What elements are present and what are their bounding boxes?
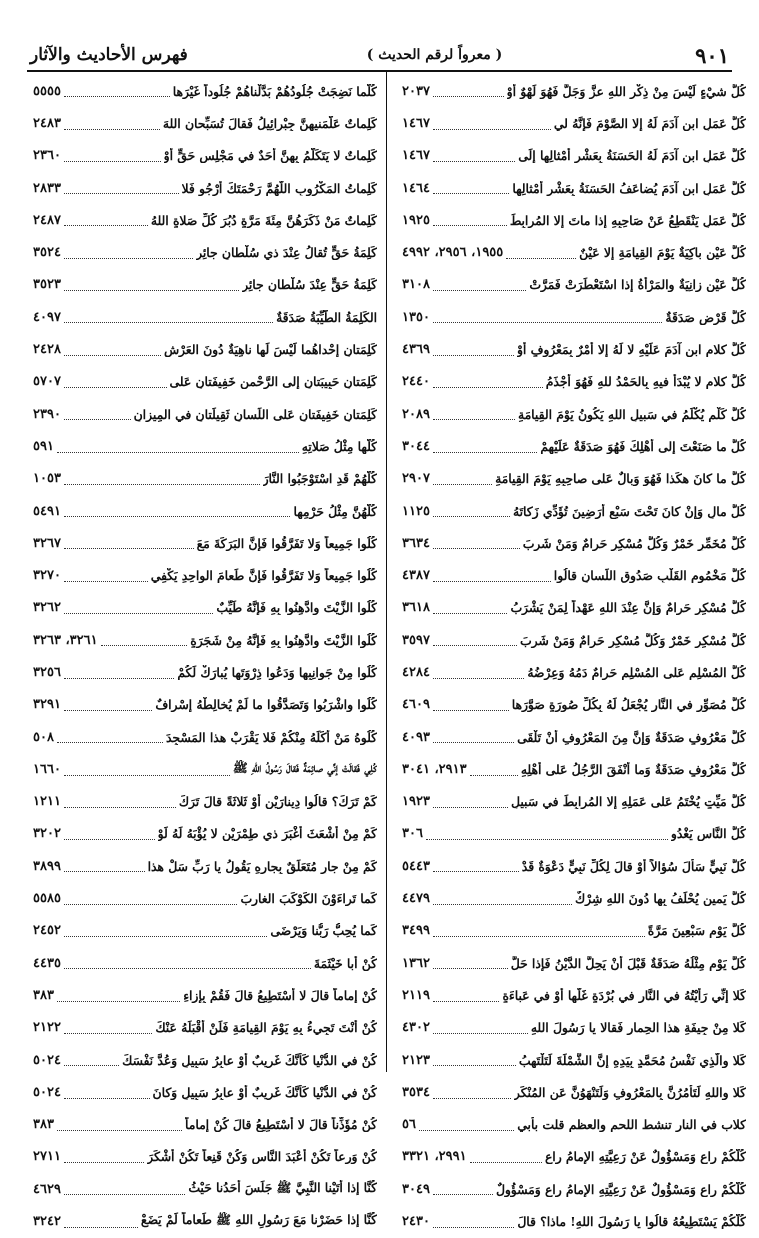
index-entry — [33, 1205, 377, 1237]
leader-dots — [57, 1129, 182, 1131]
hadith-incipit: كُلُّ يَمينٍ يُحْلَفُ بِها دُونَ اللهِ شِرْكٌ — [575, 891, 746, 907]
hadith-number: ٤٤٧٩ — [402, 891, 430, 907]
index-entry — [402, 236, 746, 268]
leader-dots — [433, 1000, 500, 1002]
index-entry — [402, 269, 746, 301]
hadith-incipit: كُلُّكُمْ يَسْتَطِيعُهُ قالُوا يا رَسُولَ اللهِ! ماذا؟ قالَ — [517, 1214, 746, 1230]
hadith-number: ٣٦١٨ — [402, 600, 430, 616]
index-entry — [402, 107, 746, 139]
hadith-number: ١١٢٥ — [402, 503, 430, 519]
hadith-incipit: كُلُّ عَيْنٍ زانِيَةٌ والمَرْأَةُ إذا اسْتَعْطَرَتْ فَمَرَّتْ — [529, 277, 746, 293]
leader-dots — [64, 547, 194, 549]
leader-dots — [433, 903, 572, 905]
leader-dots — [64, 870, 145, 872]
leader-dots — [433, 192, 509, 194]
index-entry — [402, 1044, 746, 1076]
leader-dots — [64, 806, 176, 808]
hadith-number: ٤٠٩٣ — [402, 729, 430, 745]
index-entry — [402, 915, 746, 947]
leader-dots — [433, 483, 492, 485]
index-entry — [402, 1205, 746, 1237]
hadith-incipit: كُلُّ مَعْرُوفٍ صَدَقَةٌ وَإنَّ مِنَ المَعْرُوفِ أنْ تَلْقَى — [517, 729, 746, 745]
leader-dots — [57, 741, 163, 743]
hadith-number: ١٤٦٤ — [402, 180, 430, 196]
hadith-number: ٣٨٣ — [33, 1117, 54, 1133]
hadith-number: ٣٢٠٢ — [33, 826, 61, 842]
leader-dots — [64, 677, 174, 679]
hadith-number: ٣١٠٨ — [402, 277, 430, 293]
hadith-number: ٣٨٩٩ — [33, 858, 61, 874]
leader-dots — [64, 95, 170, 97]
hadith-number: ٢٤٣٠ — [402, 1214, 430, 1230]
hadith-number: ١٠٥٣ — [33, 471, 61, 487]
hadith-number: ٢٤٤٠ — [402, 374, 430, 390]
hadith-number: ٣٢٧٠ — [33, 568, 61, 584]
hadith-incipit: كَلا والَّذِي نَفْسُ مُحَمَّدٍ بِيَدِهِ إنَّ الشَّمْلَةَ لَتَلْتَهِبُ — [518, 1052, 746, 1068]
hadith-incipit: كُلَّ يَوْمٍ مِثْلُهُ صَدَقَةٌ قَبْلَ أنْ يَحِلَّ الدَّيْنُ فَإذا حَلَّ — [510, 955, 746, 971]
index-entry — [33, 398, 377, 430]
hadith-incipit: كُلُّكُمْ راعٍ وَمَسْؤُولٌ عَنْ رَعِيَّتِهِ الإمامُ راعٍ وَمَسْؤُولٌ — [495, 1181, 746, 1197]
hadith-incipit: كَلِمَتانِ حَبِيبَتانِ إلى الرَّحْمنِ خَفِيفَتانِ عَلى — [169, 374, 377, 390]
hadith-incipit: كُلُّ مَعْرُوفٍ صَدَقَةٌ وَما أنْفَقَ الرَّجُلُ عَلى أهْلِهِ — [520, 761, 746, 777]
index-entry — [33, 495, 377, 527]
leader-dots — [433, 1193, 493, 1195]
leader-dots — [64, 709, 152, 711]
index-entry — [33, 753, 377, 785]
leader-dots — [64, 354, 161, 356]
index-entry — [402, 463, 746, 495]
hadith-number: ٤٣٦٩ — [402, 342, 430, 358]
leader-dots — [433, 289, 526, 291]
index-entry — [33, 1141, 377, 1173]
leader-dots — [57, 451, 299, 453]
index-entry — [402, 1141, 746, 1173]
hadith-number: ٣٢٩١ — [33, 697, 61, 713]
index-entry — [402, 559, 746, 591]
hadith-incipit: كُلُوا جَمِيعاً وَلا تَفَرَّقُوا فَإنَّ البَرَكَةَ مَعَ — [196, 535, 377, 551]
hadith-incipit: كُلُّ مالٍ وَإنْ كانَ تَحْتَ سَبْعِ أرَضِينَ تُؤَدِّي زَكاتَهُ — [513, 503, 746, 519]
hadith-incipit: كَلا مِنْ جِيفَةِ هذا الحِمارِ فَقالا يا رَسُولَ اللهِ — [530, 1020, 746, 1036]
index-entry — [402, 689, 746, 721]
index-entry — [33, 721, 377, 753]
index-entry — [33, 107, 377, 139]
leader-dots — [433, 515, 510, 517]
index-entry — [33, 786, 377, 818]
hadith-number: ١٤٦٧ — [402, 115, 430, 131]
hadith-number: ٢١١٩ — [402, 987, 430, 1003]
hadith-incipit: كُلَّ يَوْمٍ سَبْعِينَ مَرَّةً — [647, 923, 746, 939]
hadith-incipit: كَلِماتٌ عَلَّمَنيهِنَّ جِبْرائِيلُ فَقالَ تُسَبِّحانِ اللهَ — [162, 115, 377, 131]
hadith-incipit: كُلُّ عَمَلِ ابنِ آدَمَ لَهُ الحَسَنَةُ بِعَشْرِ أمْثالِها إلَى — [518, 148, 746, 164]
leader-dots — [426, 838, 668, 840]
hadith-incipit: كُلُّ عَيْنٍ باكِيَةٌ يَوْمَ القِيامَةِ إلا عَيْنٌ — [579, 245, 746, 261]
index-entry — [33, 882, 377, 914]
hadith-incipit: كُلِي فَقالَتْ إنِّي صائِمَةٌ فَقالَ رَسُولُ اللهِ ﷺ — [232, 759, 377, 775]
index-entry — [33, 915, 377, 947]
index-entry — [33, 818, 377, 850]
hadith-incipit: كُلُّ كلامٍ لا يُبْدَأُ فيهِ بِالحَمْدُ للهِ فَهُوَ أجْذَمُ — [545, 374, 746, 390]
leader-dots — [64, 1032, 152, 1034]
hadith-number: ٢٩١٣، ٣٠٤١ — [402, 761, 467, 777]
index-entry — [33, 140, 377, 172]
hadith-incipit: كُنَّا إذا أتَيْنا النَّبِيَّ ﷺ جَلَسَ أحَدُنا حَيْثُ — [188, 1179, 377, 1195]
hadith-number: ٥٤٩١ — [33, 503, 61, 519]
hadith-incipit: كُلُّهُنَّ مِثْلُ حَرْمِها — [293, 503, 377, 519]
leader-dots — [64, 224, 148, 226]
leader-dots — [433, 967, 508, 969]
hadith-number: ٥٧٠٧ — [33, 374, 61, 390]
hadith-incipit: كُلُّ مُخَمِّرٍ خَمْرٌ وَكُلُّ مُسْكِرٍ حَرامٌ وَمَنْ شَرِبَ — [522, 535, 746, 551]
leader-dots — [433, 160, 515, 162]
leader-dots — [433, 612, 508, 614]
index-entry — [402, 1076, 746, 1108]
hadith-number: ٢٤٨٧ — [33, 212, 61, 228]
hadith-incipit: كُلُوا الزَّيْتَ وادَّهِنُوا بِهِ فَإنَّهُ طَيِّبٌ — [216, 600, 377, 616]
leader-dots — [64, 1064, 119, 1066]
hadith-number: ٣٢٦١، ٣٢٦٣ — [33, 632, 98, 648]
hadith-incipit: كُلُوهُ مَنْ أكَلَهُ مِنْكُمْ فَلا يَقْرَبْ هذا المَسْجِدَ — [165, 729, 377, 745]
index-entry — [33, 979, 377, 1011]
hadith-number: ٢٣٦٠ — [33, 148, 61, 164]
hadith-incipit: كلاب في النار تنشط اللحم والعظم قلت بأبي — [517, 1117, 746, 1133]
leader-dots — [506, 257, 576, 259]
leader-dots — [433, 95, 504, 97]
leader-dots — [57, 1000, 180, 1002]
index-entry — [33, 366, 377, 398]
index-entry — [402, 1012, 746, 1044]
index-entry — [402, 495, 746, 527]
index-entry — [33, 1109, 377, 1141]
leader-dots — [470, 774, 518, 776]
leader-dots — [433, 1032, 528, 1034]
index-entry — [402, 301, 746, 333]
hadith-number: ٢١٢٢ — [33, 1020, 61, 1036]
leader-dots — [64, 935, 267, 937]
hadith-incipit: كُنْ في الدُّنْيا كَأنَّكَ غَرِيبٌ أوْ عابِرُ سَبِيلٍ وَعُدَّ نَفْسَكَ — [122, 1052, 377, 1068]
leader-dots — [433, 224, 507, 226]
leader-dots — [64, 257, 193, 259]
hadith-number: ١٣٥٠ — [402, 309, 430, 325]
hadith-number: ٢٠٣٧ — [402, 83, 430, 99]
index-entry — [402, 527, 746, 559]
hadith-incipit: كَلا إنِّي رَأَيْتُهُ في النَّارِ في بُرْدَةٍ غَلَّها أوْ في عَباءَةٍ — [502, 987, 746, 1003]
hadith-number: ٢٩٩١، ٣٣٢١ — [402, 1149, 467, 1165]
hadith-number: ٢١٢٣ — [402, 1052, 430, 1068]
leader-dots — [433, 386, 543, 388]
hadith-number: ٤٠٩٧ — [33, 309, 61, 325]
index-entry — [402, 1109, 746, 1141]
hadith-incipit: كُلُوا جَمِيعاً وَلا تَفَرَّقُوا فَإنَّ طَعامَ الواحِدِ يَكْفِي — [150, 568, 377, 584]
leader-dots — [433, 709, 509, 711]
hadith-number: ٢٣٩٠ — [33, 406, 61, 422]
hadith-incipit: كَلِمَةُ حَقٍّ عِنْدَ سُلْطانٍ جائِرٍ — [242, 277, 377, 293]
index-entry — [33, 850, 377, 882]
hadith-incipit: كُلُوا الزَّيْتَ وادَّهِنُوا بِهِ فَإنَّهُ مِنْ شَجَرَةٍ — [190, 632, 377, 648]
hadith-number: ٤٢٨٤ — [402, 664, 430, 680]
hadith-number: ٢٧١١ — [33, 1149, 61, 1165]
leader-dots — [419, 1129, 514, 1131]
hadith-number: ٣٠٦ — [402, 826, 423, 842]
index-entry — [33, 236, 377, 268]
leader-dots — [64, 967, 311, 969]
right-column — [402, 75, 746, 1238]
leader-dots — [64, 128, 160, 130]
hadith-number: ١٩٢٣ — [402, 794, 430, 810]
hadith-incipit: كُنْ أنْتَ تَجِيءُ بِهِ يَوْمَ القِيامَةِ فَلَنْ أقْبَلَهُ عَنْكَ — [155, 1020, 377, 1036]
hadith-number: ٤٤٣٥ — [33, 955, 61, 971]
leader-dots — [433, 1226, 514, 1228]
hadith-incipit: كَما تَراءَوْنَ الكَوْكَبَ الغارِبَ — [240, 891, 377, 907]
hadith-number: ٣٥٢٣ — [33, 277, 61, 293]
leader-dots — [64, 1226, 138, 1228]
hadith-incipit: كُنْ أبا خَيْثَمَةَ — [313, 955, 377, 971]
hadith-incipit: كَما يُحِبُّ رَبُّنا وَيَرْضَى — [270, 923, 377, 939]
hadith-incipit: كَلِماتُ المَكْرُوبِ اللَّهُمَّ رَحْمَتَكَ أرْجُو فَلا — [181, 180, 377, 196]
hadith-incipit: كُلُّ كَلْمٍ يُكْلَمُ في سَبيلِ اللهِ يَكُونُ يَوْمَ القِيامَةِ — [518, 406, 746, 422]
hadith-number: ٣٠٤٤ — [402, 438, 430, 454]
index-entry — [402, 786, 746, 818]
hadith-incipit: كُلُّ مُصَوِّرٍ في النَّارِ يُجْعَلُ لَهُ بِكُلِّ صُورَةٍ صَوَّرَها — [511, 697, 746, 713]
leader-dots — [64, 903, 238, 905]
hadith-incipit: كَمْ مِنْ جارٍ مُتَعَلِّقٌ بِجارِهِ يَقُولُ يا رَبِّ سَلْ هذا — [147, 858, 377, 874]
leader-dots — [433, 935, 645, 937]
hadith-incipit: كُلُّ شيْءٍ لَيْسَ مِنْ ذِكْرِ اللهِ عزَّ وَجَلَّ فَهُوَ لَهْوٌ أوْ — [506, 83, 746, 99]
page-title: فهرس الأحاديث والآثار — [30, 45, 188, 65]
hadith-number: ٤٦٢٩ — [33, 1181, 61, 1197]
leader-dots — [433, 547, 520, 549]
hadith-incipit: كُلُوا واشْرَبُوا وَتَصَدَّقُوا ما لَمْ يُخالِطْهُ إسْرافٌ — [155, 697, 377, 713]
hadith-number: ١٣٦٢ — [402, 955, 430, 971]
leader-dots — [101, 644, 188, 646]
leader-dots — [433, 677, 524, 679]
leader-dots — [64, 612, 213, 614]
hadith-incipit: كُلُّ مَخْمُومِ القَلْبِ صَدُوقِ اللِّسانِ قالُوا — [553, 568, 746, 584]
index-entry — [33, 1076, 377, 1108]
leader-dots — [433, 128, 551, 130]
hadith-incipit: كَلِمَتانِ خَفِيفَتانِ عَلى اللِّسانِ ثَقِيلَتانِ في المِيزانِ — [133, 406, 377, 422]
index-entry — [33, 527, 377, 559]
hadith-incipit: كُلُّ النَّاسِ يَغْدُو — [670, 826, 746, 842]
hadith-number: ١٢١١ — [33, 794, 61, 810]
index-entry — [402, 656, 746, 688]
hadith-number: ٥٤٤٣ — [402, 858, 430, 874]
hadith-incipit: كَمْ تَرَكَ؟ قالُوا دِينارَيْنِ أوْ ثَلاثَةً قالَ تَرَكَ — [178, 794, 377, 810]
leader-dots — [64, 580, 148, 582]
hadith-incipit: كَلا واللهِ لَتَأْمُرُنَّ بِالمَعْرُوفِ وَلَتَنْهَوُنَّ عَنِ المُنْكَرِ — [513, 1084, 746, 1100]
hadith-incipit: كُلُّ كلامِ ابنِ آدَمَ عَلَيْهِ لا لَهُ إلا أمْرٌ بِمَعْرُوفٍ أوْ — [516, 342, 746, 358]
hadith-incipit: كُلُّ عَمَلِ ابنِ آدَمَ يُضاعَفُ الحَسَنَةُ بِعَشْرِ أمْثالِها — [512, 180, 746, 196]
hadith-incipit: كُلُّ نَبِيٍّ سَأَلَ سُؤالاً أوْ قالَ لِكُلِّ نَبِيٍّ دَعْوَةٌ قَدْ — [521, 858, 746, 874]
index-entry — [33, 333, 377, 365]
leader-dots — [64, 774, 230, 776]
hadith-number: ٣٨٣ — [33, 987, 54, 1003]
hadith-number: ٣٢٦٧ — [33, 535, 61, 551]
hadith-incipit: كُلُّ قَرْضٍ صَدَقَةٌ — [665, 309, 746, 325]
leader-dots — [64, 289, 239, 291]
hadith-incipit: كَلِماتٌ مَنْ ذَكَرَهُنَّ مِئَةَ مَرَّةٍ دُبُرَ كُلِّ صَلاةٍ اللهُ — [150, 212, 377, 228]
hadith-incipit: كُلُّ مُسْكِرٍ خَمْرٌ وَكُلُّ مُسْكِرٍ حَرامٌ وَمَنْ شَرِبَ — [520, 632, 746, 648]
hadith-incipit: كَلِماتٌ لا يَتَكَلَّمُ بِهِنَّ أحَدٌ في مَجْلِسِ حَقٍّ أوْ — [163, 148, 377, 164]
left-column — [33, 75, 377, 1238]
hadith-incipit: كُلُّ عَمَلٍ يَنْقَطِعُ عَنْ صَاحِبِهِ إذا ماتَ إلا المُرابِطَ — [509, 212, 746, 228]
hadith-number: ٥٥٨٥ — [33, 891, 61, 907]
index-entry — [33, 269, 377, 301]
hadith-number: ٣٥٣٤ — [402, 1084, 430, 1100]
index-entry — [402, 204, 746, 236]
hadith-incipit: كُنَّا إذا حَضَرْنا مَعَ رَسُولِ اللهِ ﷺ طَعاماً لَمْ يَضَعْ — [140, 1212, 377, 1228]
index-entry — [33, 430, 377, 462]
leader-dots — [64, 483, 260, 485]
hadith-number: ٣٢٤٢ — [33, 1214, 61, 1230]
hadith-number: ٣٤٩٩ — [402, 923, 430, 939]
hadith-number: ٢٨٣٣ — [33, 180, 61, 196]
hadith-number: ٣٥٢٤ — [33, 245, 61, 261]
index-entry — [402, 75, 746, 107]
index-entry — [402, 721, 746, 753]
index-entry — [402, 624, 746, 656]
leader-dots — [64, 160, 161, 162]
hadith-incipit: كُلُّ عَمَلِ ابنِ آدَمَ لَهُ إلا الصَّوْمَ فَإنَّهُ لي — [553, 115, 746, 131]
leader-dots — [433, 741, 514, 743]
index-entry — [402, 140, 746, 172]
page-subtitle: ( معرواً لرقم الحديث ) — [366, 47, 503, 63]
leader-dots — [64, 192, 179, 194]
index-entry — [402, 850, 746, 882]
leader-dots — [64, 1193, 185, 1195]
index-entry — [402, 753, 746, 785]
hadith-number: ٥٩١ — [33, 438, 54, 454]
column-divider — [386, 72, 387, 1072]
index-entry — [33, 75, 377, 107]
hadith-number: ٥٠٨ — [33, 729, 54, 745]
index-entry — [402, 366, 746, 398]
hadith-incipit: كُنْ في الدُّنْيا كَأنَّكَ غَرِيبٌ أوْ عابِرُ سَبِيلٍ وَكانَ — [152, 1084, 377, 1100]
index-entry — [402, 818, 746, 850]
index-entry — [33, 204, 377, 236]
index-entry — [33, 301, 377, 333]
hadith-incipit: كُلُّ مُسْكِرٍ حَرامٌ وَإنَّ عِنْدَ اللهِ عَهْداً لِمَنْ يَشْرَبُ — [510, 600, 746, 616]
hadith-number: ٣٢٥٦ — [33, 664, 61, 680]
leader-dots — [64, 418, 131, 420]
leader-dots — [433, 580, 551, 582]
hadith-incipit: كَلِمَتانِ إحْداهُما لَيْسَ لَها ناهِيَةٌ دُونَ العَرْشِ — [163, 342, 377, 358]
index-entry — [33, 947, 377, 979]
page-number: ٩٠١ — [695, 42, 729, 68]
hadith-incipit: كُنْ مُؤَذِّناً قالَ لا أسْتَطِيعُ قالَ كُنْ إماماً — [185, 1117, 377, 1133]
leader-dots — [433, 321, 662, 323]
hadith-number: ٣٥٩٧ — [402, 632, 430, 648]
hadith-number: ٥٠٢٤ — [33, 1052, 61, 1068]
hadith-incipit: كَلِمَةُ حَقٍّ تُقالُ عِنْدَ ذي سُلْطانٍ جائِرٍ — [196, 245, 377, 261]
leader-dots — [64, 838, 155, 840]
index-entry — [402, 430, 746, 462]
index-entry — [33, 1044, 377, 1076]
hadith-incipit: كُلَّما نَضِجَتْ جُلُودُهُمْ بَدَّلْناهُمْ جُلُوداً غَيْرَها — [172, 83, 377, 99]
index-entry — [402, 979, 746, 1011]
leader-dots — [433, 870, 519, 872]
hadith-number: ١٩٥٥، ٢٩٥٦، ٤٩٩٢ — [402, 245, 504, 261]
leader-dots — [64, 1161, 144, 1163]
page-header — [30, 42, 729, 68]
hadith-number: ٤٣٨٧ — [402, 568, 430, 584]
leader-dots — [64, 515, 291, 517]
index-entry — [402, 1173, 746, 1205]
leader-dots — [433, 418, 515, 420]
hadith-incipit: كُلُّهُمْ قَدِ اسْتَوْجَبُوا النَّارَ — [262, 471, 377, 487]
leader-dots — [433, 644, 517, 646]
leader-dots — [64, 321, 273, 323]
hadith-incipit: كُنْ وَرِعاً تَكُنْ أعْبَدَ النَّاسِ وَكُنْ قَنِعاً تَكُنْ أشْكَرَ — [147, 1149, 377, 1165]
hadith-number: ٢٤٥٢ — [33, 923, 61, 939]
index-entry — [33, 1173, 377, 1205]
hadith-number: ٥٥٥٥ — [33, 83, 61, 99]
hadith-number: ١٩٢٥ — [402, 212, 430, 228]
index-entry — [402, 882, 746, 914]
hadith-number: ١٤٦٧ — [402, 148, 430, 164]
hadith-incipit: كُلُّها مِثْلُ صَلاتِهِ — [301, 438, 377, 454]
hadith-number: ١٦٦٠ — [33, 761, 61, 777]
hadith-number: ٤٣٠٢ — [402, 1020, 430, 1036]
index-entry — [33, 624, 377, 656]
hadith-number: ٢٠٨٩ — [402, 406, 430, 422]
hadith-number: ٢٩٠٧ — [402, 471, 430, 487]
index-entry — [33, 1012, 377, 1044]
hadith-number: ٥٦ — [402, 1117, 416, 1133]
hadith-number: ٢٤٨٣ — [33, 115, 61, 131]
hadith-incipit: كُلُّكُمْ راعٍ وَمَسْؤُولٌ عَنْ رَعِيَّتِهِ الإمامُ راعٍ — [544, 1149, 746, 1165]
hadith-number: ٣٦٣٤ — [402, 535, 430, 551]
index-entry — [402, 398, 746, 430]
header-rule — [27, 70, 732, 72]
hadith-incipit: كُلُّ المُسْلِمِ عَلى المُسْلِمِ حَرامٌ دَمُهُ وَعِرْضُهُ — [527, 664, 746, 680]
hadith-incipit: كُلُّ ما كانَ هكَذا فَهُوَ وَبالٌ عَلى صاحِبِهِ يَوْمَ القِيامَةِ — [495, 471, 746, 487]
leader-dots — [433, 354, 514, 356]
index-entry — [33, 689, 377, 721]
index-entry — [402, 172, 746, 204]
hadith-number: ٢٤٢٨ — [33, 342, 61, 358]
hadith-incipit: كُلُوا مِنْ جَوانِبِها وَدَعُوا ذِرْوَتَها يُبارَكْ لَكُمْ — [177, 664, 377, 680]
hadith-incipit: كُنْ إماماً قالَ لا أسْتَطِيعُ قالَ فَقُمْ بِإزاءِ — [183, 987, 377, 1003]
hadith-incipit: كُلُّ ما صَنَعْتَ إلى أهْلِكَ فَهُوَ صَدَقَةٌ عَلَيْهِمْ — [540, 438, 746, 454]
leader-dots — [470, 1161, 542, 1163]
leader-dots — [433, 806, 508, 808]
hadith-number: ٤٦٠٩ — [402, 697, 430, 713]
hadith-incipit: الكَلِمَةُ الطَّيِّبَةُ صَدَقَةٌ — [276, 309, 377, 325]
hadith-number: ٣٠٤٩ — [402, 1181, 430, 1197]
index-entry — [402, 333, 746, 365]
leader-dots — [433, 1064, 516, 1066]
index-entry — [33, 172, 377, 204]
index-entry — [402, 947, 746, 979]
hadith-incipit: كُلُّ مَيِّتٍ يُخْتَمُ عَلى عَمَلِهِ إلا المُرابِطَ في سَبيلِ — [511, 794, 746, 810]
index-entry — [402, 592, 746, 624]
hadith-incipit: كَمْ مِنْ أشْعَثَ أغْبَرَ ذي طِمْرَيْنِ لا يُؤْبَهُ لَهُ لَوْ — [157, 826, 377, 842]
hadith-number: ٣٢٦٢ — [33, 600, 61, 616]
hadith-number: ٥٠٢٤ — [33, 1084, 61, 1100]
index-entry — [33, 559, 377, 591]
leader-dots — [64, 386, 167, 388]
index-entry — [33, 656, 377, 688]
leader-dots — [433, 451, 537, 453]
index-entry — [33, 463, 377, 495]
index-entry — [33, 592, 377, 624]
